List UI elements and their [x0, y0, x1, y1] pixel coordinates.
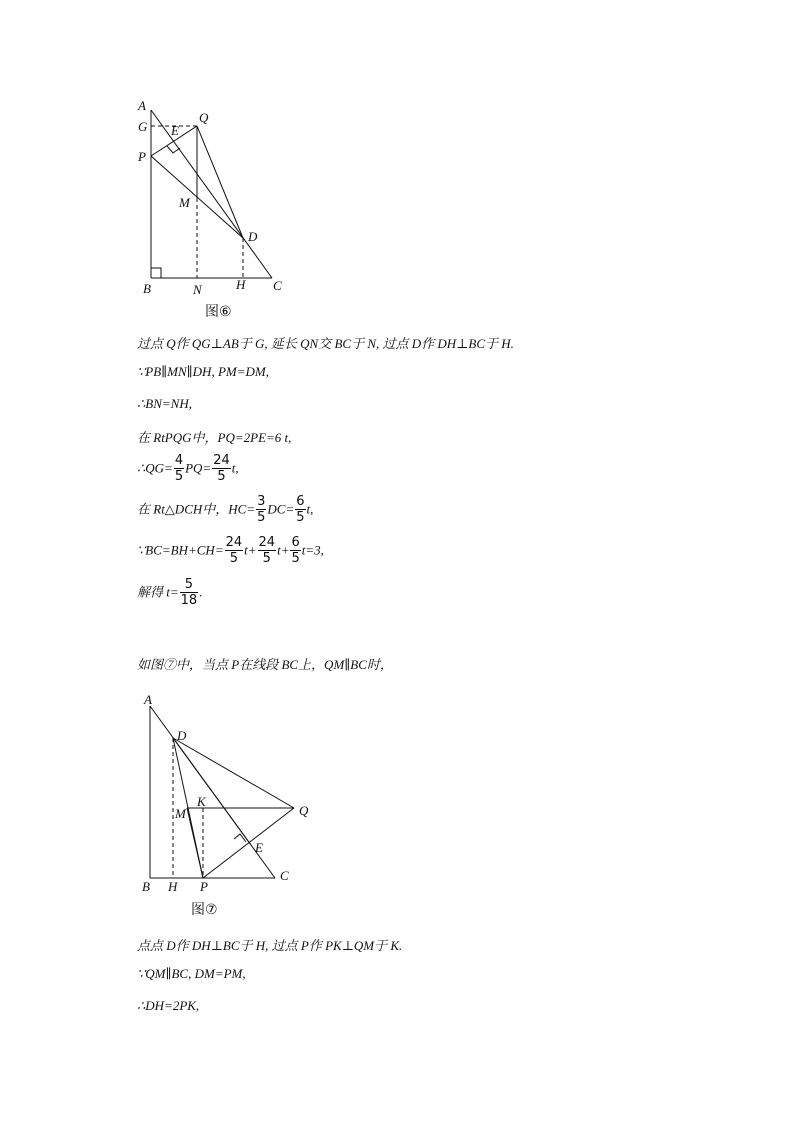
text-line-9: 如图⑦中，当点 P在线段 BC上，QM∥BC时， — [137, 657, 393, 672]
label-E: E — [255, 840, 263, 855]
text-line-8: 解得 t= $\frac{5}{18}$ . — [137, 577, 203, 608]
text-line-5: ∴QG= $\frac{4}{5}$ PQ= $\frac{24}{5}$ t, — [137, 453, 239, 484]
label-A: A — [138, 98, 146, 113]
fraction: $\frac{5}{18}$ — [180, 577, 198, 608]
text-line-7: ∵BC=BH+CH= $\frac{24}{5}$ t+ $\frac{24}{5}$ t+ $\frac{6}{5}$ t=3, — [137, 535, 324, 566]
text-line-3: ∴BN=NH, — [137, 396, 192, 411]
label-A: A — [144, 692, 152, 707]
fraction: $\frac{6}{5}$ — [296, 494, 305, 525]
label-C: C — [273, 278, 282, 293]
label-M: M — [175, 806, 186, 821]
label-K: K — [197, 794, 206, 809]
segment-DQ — [173, 738, 294, 808]
figure-7-caption: 图⑦ — [191, 902, 218, 918]
label-G: G — [138, 119, 148, 134]
fraction: $\frac{24}{5}$ — [258, 535, 276, 566]
label-D: D — [248, 229, 258, 244]
label-E: E — [171, 123, 179, 138]
label-H: H — [168, 879, 178, 894]
text-line-4: 在 RtPQG中，PQ=2PE=6 t, — [137, 430, 292, 445]
fraction: $\frac{6}{5}$ — [291, 535, 300, 566]
text-line-12: ∴DH=2PK, — [137, 998, 200, 1013]
right-angle-mark-B — [151, 268, 161, 278]
text-line-11: ∵QM∥BC, DM=PM, — [137, 966, 246, 981]
segment-QD — [197, 126, 243, 238]
label-N: N — [193, 282, 202, 297]
segment-AC — [151, 110, 272, 278]
text-line-2: ∵PB∥MN∥DH, PM=DM, — [137, 364, 269, 379]
label-D: D — [177, 728, 187, 743]
label-M: M — [179, 195, 190, 210]
label-P: P — [138, 149, 146, 164]
fraction: $\frac{24}{5}$ — [213, 453, 230, 484]
fraction: $\frac{3}{5}$ — [257, 494, 266, 525]
figure-6-caption: 图⑥ — [205, 304, 232, 320]
label-B: B — [142, 879, 150, 894]
figure-6 — [130, 95, 300, 325]
label-C: C — [280, 868, 289, 883]
segment-MP — [187, 808, 203, 878]
label-Q: Q — [199, 110, 209, 125]
fraction: $\frac{24}{5}$ — [225, 535, 243, 566]
label-P: P — [200, 879, 208, 894]
fraction: $\frac{4}{5}$ — [174, 453, 184, 484]
text-line-1: 过点 Q作 QG⊥AB于 G, 延长 QN交 BC于 N, 过点 D作 DH⊥BC于 H. — [137, 336, 514, 351]
label-B: B — [143, 281, 151, 296]
text-line-6: 在 Rt△DCH中，HC= $\frac{3}{5}$ DC= $\frac{6}{5}$ t, — [137, 494, 314, 525]
figure-7 — [130, 685, 320, 920]
text-line-10: 点点 D作 DH⊥BC于 H, 过点 P作 PK⊥QM于 K. — [137, 938, 403, 953]
label-H: H — [236, 277, 246, 292]
label-Q: Q — [299, 803, 309, 818]
